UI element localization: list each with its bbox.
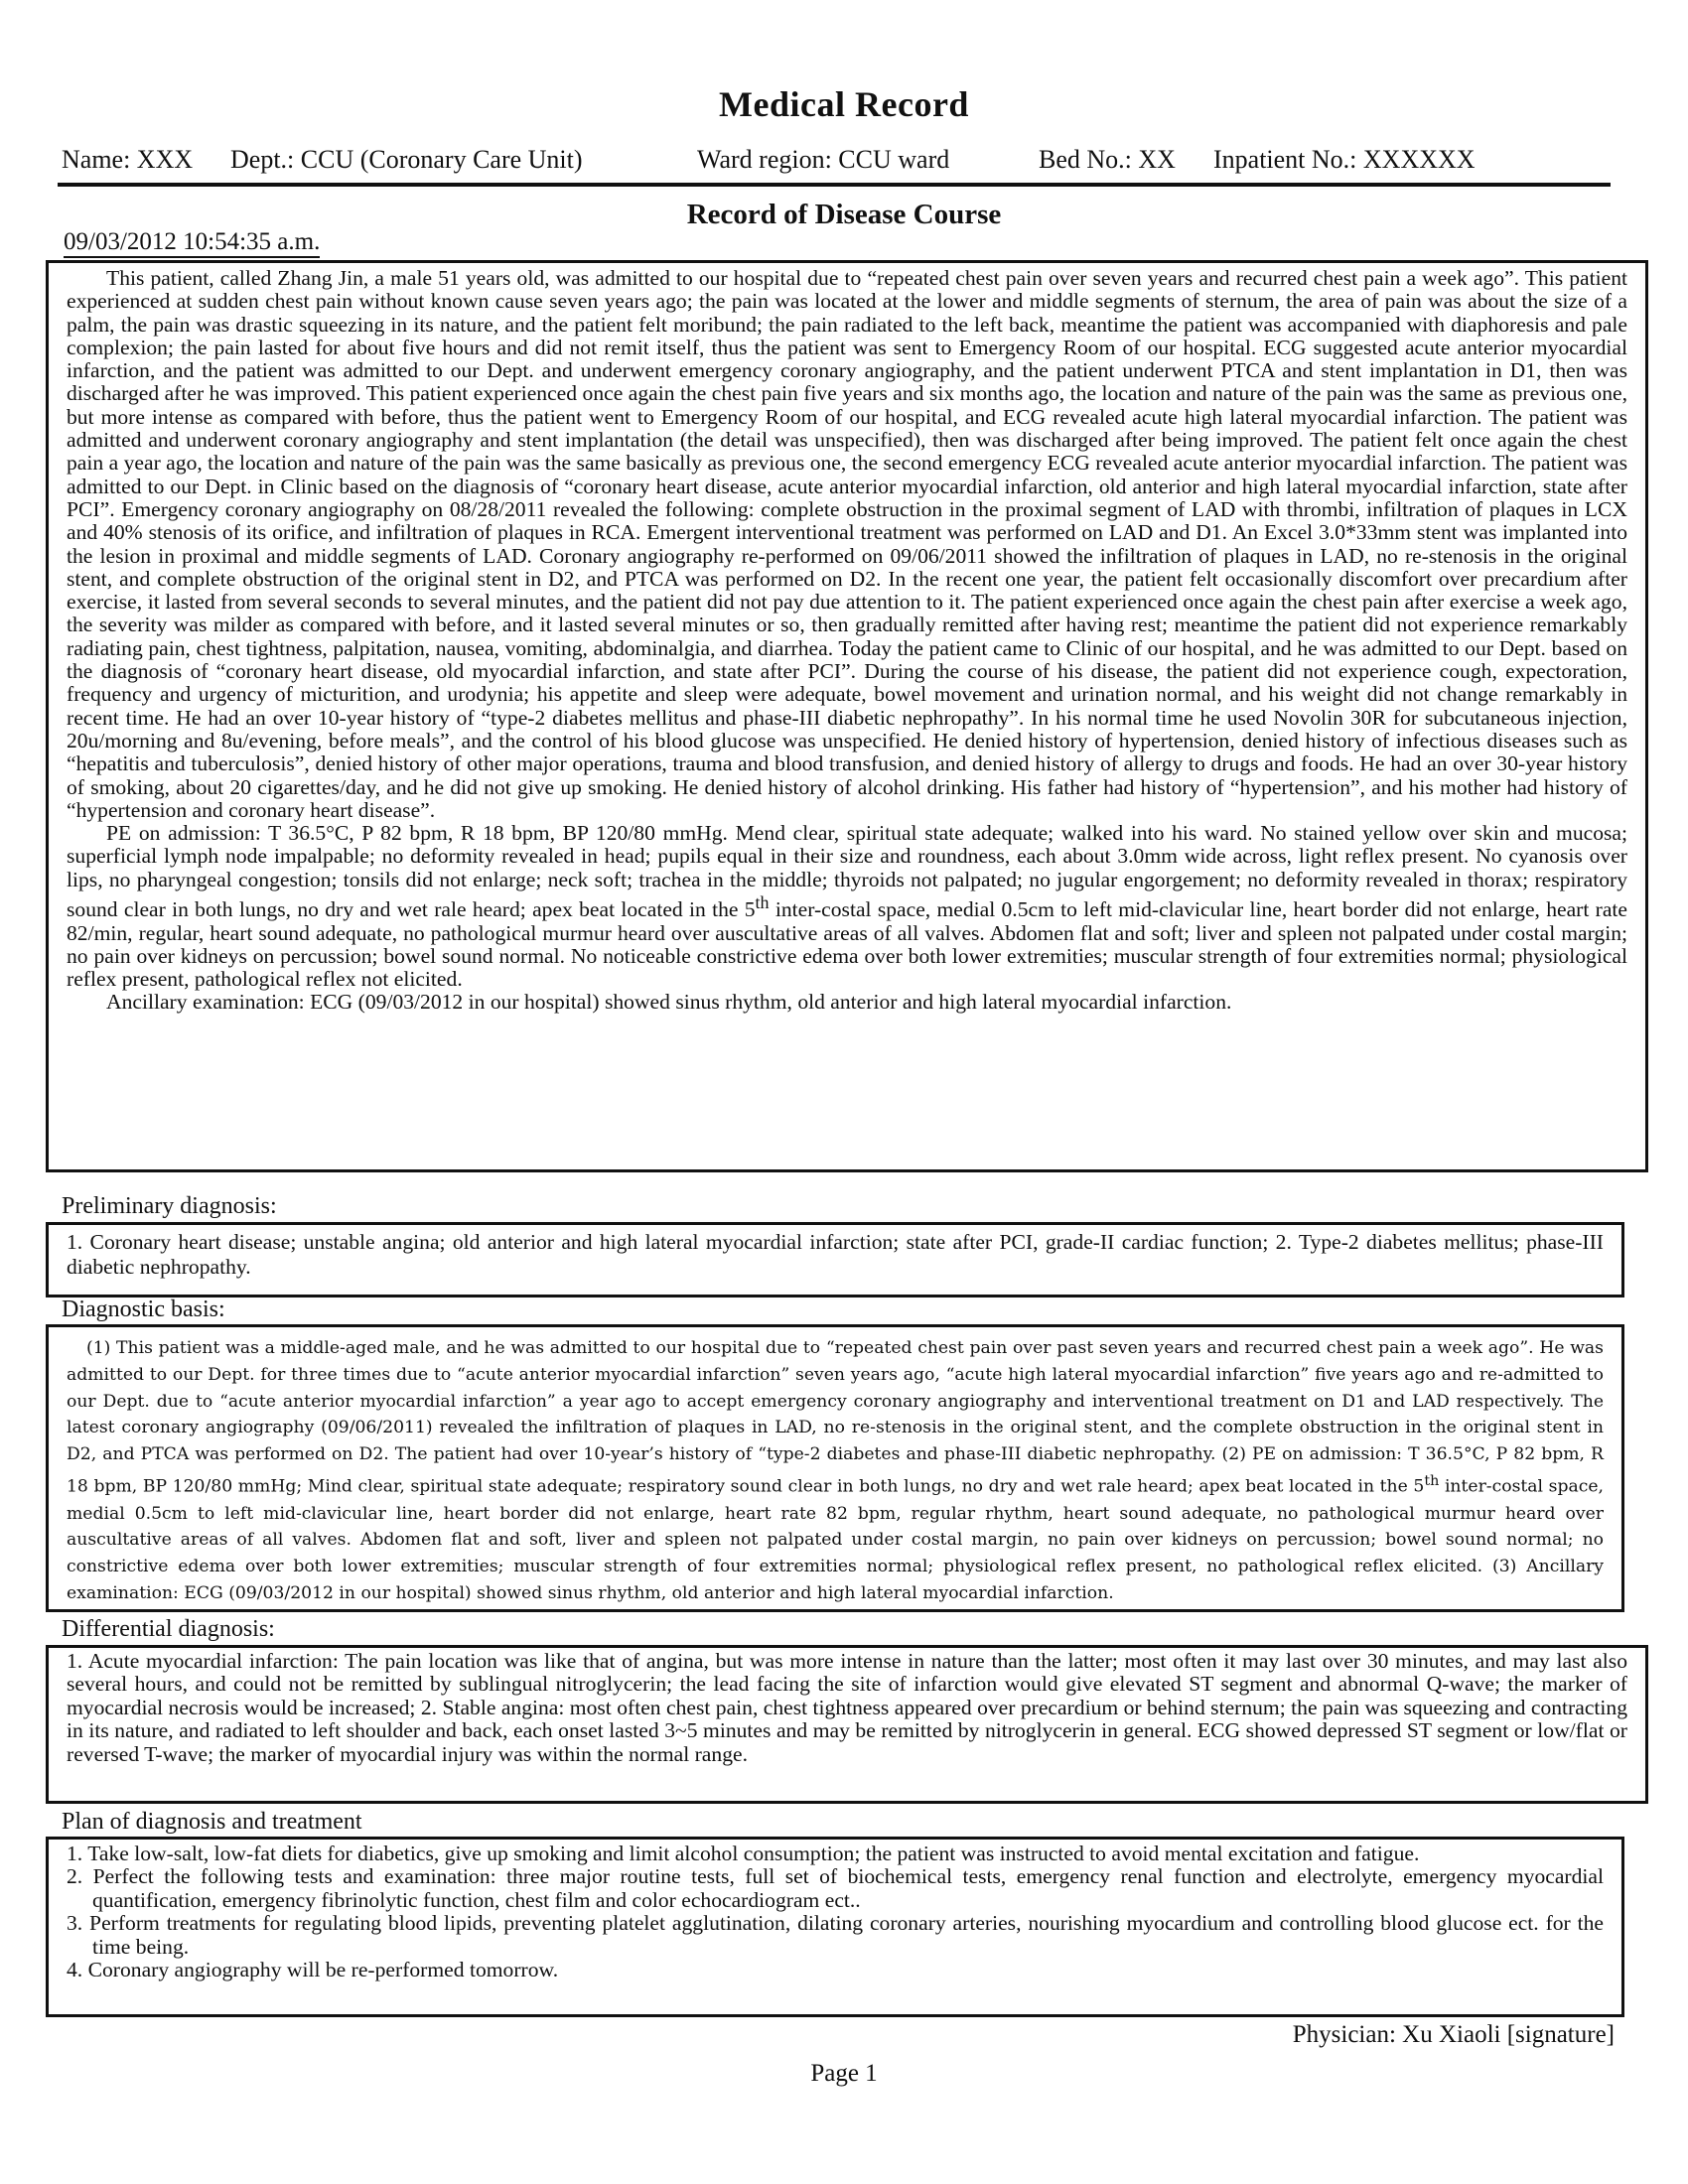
plan-item: 2. Perfect the following tests and examination: three major routine tests, full set of biochemical tests, emergency renal function and electrolyte, emergency myocardial quantification, emergency fibrinolytic function, chest film and color echocardiogram ect.. [67, 1864, 1604, 1912]
differential-diagnosis-box [46, 1645, 1648, 1804]
basis-text-part1: (1) This patient was a middle-aged male, and he was admitted to our hospital due to “repeated chest pain over past seven years and recurred chest pain a week ago”. He was admitted to our Dept. for three times due to “acute anterior myocardial infarction” seven years ago, “acute high lateral myocardial infarction” five years ago and re-admitted to our Dept. due to “acute anterior myocardial infarction” a year ago to accept emergency coronary angiography and interventional treatment on D1 and LAD respectively. The latest coronary angiography (09/06/2011) revealed the infiltration of plaques in LAD, no re-stenosis in the original stent, and the complete obstruction in the original stent in D2, and PTCA was performed on D2. The patient had over 10-year’s history of “type-2 diabetes and phase-III diabetic nephropathy. (2) PE on admission: T 36.5°C, P 82 bpm, R 18 bpm, BP 120/80 mmHg; Mind clear, spiritual state adequate; respiratory sound clear in both lungs, no dry and wet rale heard; apex beat located in the 5 [67, 1338, 1604, 1497]
physician-signature: Physician: Xu Xiaoli [signature] [1292, 2021, 1615, 2048]
record-timestamp: 09/03/2012 10:54:35 a.m. [64, 228, 320, 258]
differential-diagnosis-label: Differential diagnosis: [62, 1616, 275, 1642]
diagnostic-basis-text [67, 1335, 1604, 1607]
preliminary-diagnosis-box [46, 1222, 1624, 1297]
plan-label: Plan of diagnosis and treatment [62, 1809, 362, 1835]
plan-item: 1. Take low-salt, low-fat diets for diabetics, give up smoking and limit alcohol consumption; the patient was instructed to avoid mental excitation and fatigue. [67, 1842, 1420, 1865]
preliminary-diagnosis-text: 1. Coronary heart disease; unstable angina; old anterior and high lateral myocardial infarction; state after PCI, grade-II cardiac function; 2. Type-2 diabetes mellitus; phase-III diabetic nephropathy. [67, 1230, 1604, 1279]
page-number: Page 1 [810, 2060, 878, 2087]
disease-course-box [46, 260, 1648, 1172]
basis-text-part2: inter-costal space, medial 0.5cm to left mid-clavicular line, heart border did not enlarge, heart rate 82 bpm, regular rhythm, heart sound adequate, no pathological murmur heard over auscultative areas of all valves. Abdomen flat and soft, liver and spleen not palpated under costal margin, no pain over kidneys on percussion; bowel sound normal; no constrictive edema over both lower extremities; muscular strength of four extremities normal; physiological reflex present, no pathological reflex elicited. (3) Ancillary examination: ECG (09/03/2012 in our hospital) showed sinus rhythm, old anterior and high lateral myocardial infarction. [67, 1476, 1604, 1603]
diagnostic-basis-box [46, 1324, 1624, 1612]
patient-name: Name: XXX [62, 145, 194, 174]
department: Dept.: CCU (Coronary Care Unit) [230, 145, 583, 174]
bed-number: Bed No.: XX [1039, 145, 1176, 174]
differential-diagnosis-text: 1. Acute myocardial infarction: The pain location was like that of angina, but was more intense in nature than the latter; most often it may last over 30 minutes, and may last also several hours, and could not be remitted by sublingual nitroglycerin; the lead facing the site of infarction would give elevated ST segment and abnormal Q-wave; the marker of myocardial necrosis would be increased; 2. Stable angina: most often chest pain, chest tightness appeared over precardium or behind sternum; the pain was squeezing and contracting in its nature, and radiated to left shoulder and back, each onset lasted 3~5 minutes and may be remitted by nitroglycerin in general. ECG showed depressed ST segment or low/flat or reversed T-wave; the marker of myocardial injury was within the normal range. [67, 1649, 1627, 1766]
history-paragraph: This patient, called Zhang Jin, a male 51 years old, was admitted to our hospital due to “repeated chest pain over seven years and recurred chest pain a week ago”. This patient experienced at sudden chest pain without known cause seven years ago; the pain was located at the lower and middle segments of sternum, the area of pain was about the size of a palm, the pain was drastic squeezing in its nature, and the patient felt moribund; the pain radiated to the left back, meantime the patient was accompanied with diaphoresis and pale complexion; the pain lasted for about five hours and did not remit itself, thus the patient was sent to Emergency Room of our hospital. ECG suggested acute anterior myocardial infarction, and the patient was admitted to our Dept. and underwent emergency coronary angiography, and the patient underwent PTCA and stent implantation in D1, then was discharged after he was improved. This patient experienced once again the chest pain five years and six months ago, the location and nature of the pain was the same as previous one, but more intense as compared with before, thus the patient went to Emergency Room of our hospital, and ECG revealed acute high lateral myocardial infarction. The patient was admitted and underwent coronary angiography and stent implantation (the detail was unspecified), then was discharged after being improved. The patient felt once again the chest pain a year ago, the location and nature of the pain was the same basically as previous one, the second emergency ECG revealed acute anterior myocardial infarction. The patient was admitted to our Dept. in Clinic based on the diagnosis of “coronary heart disease, acute anterior myocardial infarction, old anterior and high lateral myocardial infarction, state after PCI”. Emergency coronary angiography on 08/28/2011 revealed the following: complete obstruction in the proximal segment of LAD with thrombi, infiltration of plaques in LCX and 40% stenosis of its orifice, and infiltration of plaques in RCA. Emergent interventional treatment was performed on LAD and D1. An Excel 3.0*33mm stent was implanted into the lesion in proximal and middle segments of LAD. Coronary angiography re-performed on 09/06/2011 showed the infiltration of plaques in LAD, no re-stenosis in the original stent, and complete obstruction of the original stent in D2, and PTCA was performed on D2. In the recent one year, the patient felt occasionally discomfort over precardium after exercise, it lasted from several seconds to several minutes, and the patient did not pay due attention to it. The patient experienced once again the chest pain after exercise a week ago, the severity was milder as compared with before, and it lasted several minutes or so, then gradually remitted after having rest; meantime the patient did not experience remarkably radiating pain, chest tightness, palpitation, nausea, vomiting, abdominalgia, and diarrhea. Today the patient came to Clinic of our hospital, and he was admitted to our Dept. based on the diagnosis of “coronary heart disease, old myocardial infarction, and state after PCI”. During the course of his disease, the patient did not experience cough, expectoration, frequency and urgency of micturition, and urodynia; his appetite and sleep were adequate, bowel movement and urination normal, and his weight did not change remarkably in recent time. He had an over 10-year history of “type-2 diabetes mellitus and phase-III diabetic nephropathy”. In his normal time he used Novolin 30R for subcutaneous injection, 20u/morning and 8u/evening, before meals”, and the control of his blood glucose was unspecified. He denied history of hypertension, denied history of infectious diseases such as “hepatitis and tuberculosis”, denied history of other major operations, trauma and blood transfusion, and denied history of allergy to drugs and foods. He had an over 30-year history of smoking, about 20 cigarettes/day, and he did not give up smoking. He denied history of alcohol drinking. His father had history of “hypertension”, and his mother had history of “hypertension and coronary heart disease”. [67, 266, 1627, 822]
pe-superscript: th [755, 892, 770, 913]
pe-text-part1: PE on admission: T 36.5°C, P 82 bpm, R 18 bpm, BP 120/80 mmHg. Mend clear, spiritual state adequate; walked into his ward. No stained yellow over skin and mucosa; superficial lymph node impalpable; no deformity revealed in head; pupils equal in their size and roundness, each about 3.0mm wide across, light reflex present. No cyanosis over lips, no pharyngeal congestion; tonsils did not enlarge; neck soft; trachea in the middle; thyroids not palpated; no jugular engorgement; no deformity revealed in thorax; respiratory sound clear in both lungs, no dry and wet rale heard; apex beat located in the 5 [67, 821, 1627, 922]
plan-box [46, 1837, 1624, 2017]
diagnostic-basis-label: Diagnostic basis: [62, 1297, 225, 1322]
ancillary-paragraph: Ancillary examination: ECG (09/03/2012 in our hospital) showed sinus rhythm, old anterior and high lateral myocardial infarction. [106, 990, 1232, 1015]
plan-item: 4. Coronary angiography will be re-performed tomorrow. [67, 1958, 559, 1982]
plan-item: 3. Perform treatments for regulating blood lipids, preventing platelet agglutination, dilating coronary arteries, nourishing myocardium and controlling blood glucose ect. for the time being. [67, 1911, 1604, 1959]
pe-text-part2: inter-costal space, medial 0.5cm to left mid-clavicular line, heart border did not enlarge, heart rate 82/min, regular, heart sound adequate, no pathological murmur heard over auscultative areas of all valves. Abdomen flat and soft; liver and spleen not palpated under costal margin; no pain over kidneys on percussion; bowel sound normal. No noticeable constrictive edema over both lower extremities; muscular strength of four extremities normal; physiological reflex present, pathological reflex not elicited. [67, 897, 1628, 992]
preliminary-diagnosis-label: Preliminary diagnosis: [62, 1193, 277, 1219]
physical-exam-paragraph [67, 822, 1627, 991]
patient-header [62, 145, 1611, 185]
page-title: Medical Record [719, 84, 969, 124]
section-title: Record of Disease Course [686, 199, 1002, 230]
ward-region: Ward region: CCU ward [697, 145, 950, 174]
header-divider [58, 183, 1611, 187]
basis-superscript: th [1424, 1472, 1440, 1489]
inpatient-number: Inpatient No.: XXXXXX [1213, 145, 1476, 174]
